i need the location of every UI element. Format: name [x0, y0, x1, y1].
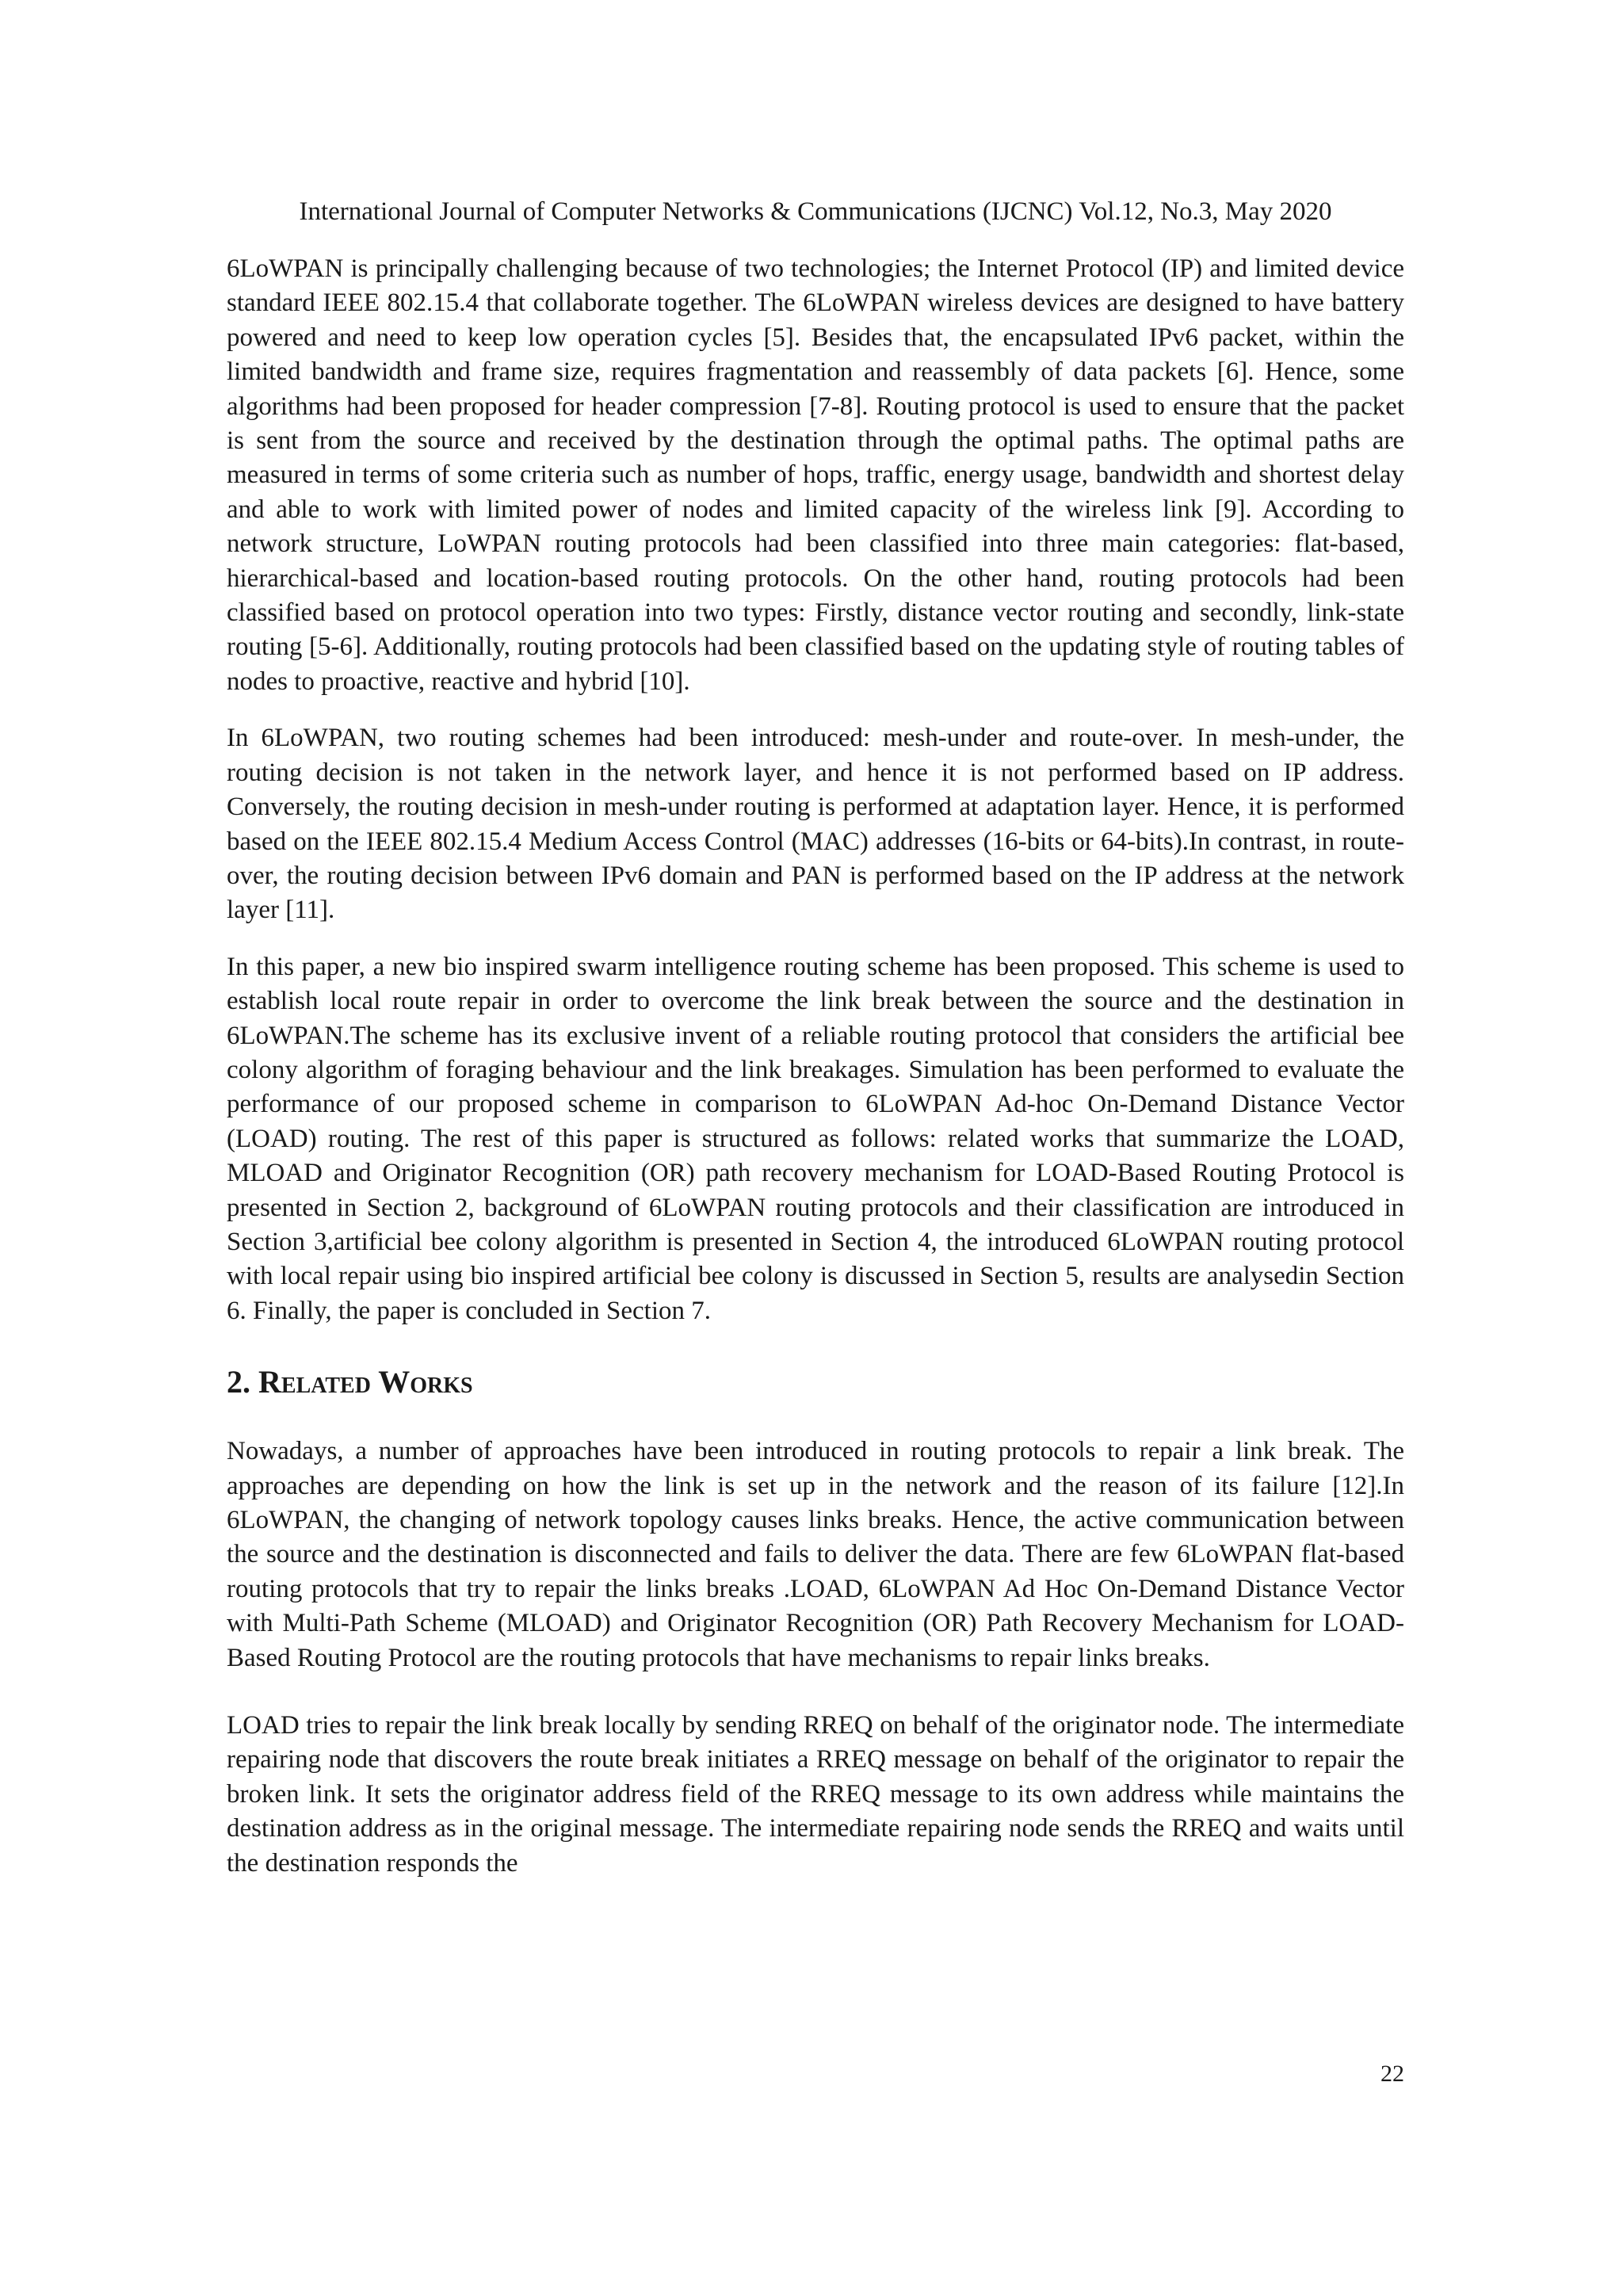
paragraph-routing-schemes: In 6LoWPAN, two routing schemes had been introduced: mesh-under and route-over. In mesh-under, the routing decision is not taken in the network layer, and hence it is not performed based on IP address. Conversely, the routing decision in mesh-under routing is performed at adaptation layer. Hence, it is performed based on the IEEE 802.15.4 Medium Access Control (MAC) addresses (16-bits or 64-bits).In contrast, in route-over, the routing decision between IPv6 domain and PAN is performed based on the IP address at the network layer [11]. — [227, 724, 1404, 925]
paragraph-paper-overview: In this paper, a new bio inspired swarm intelligence routing scheme has been proposed. This scheme is used to establish local route repair in order to overcome the link break between the source and the destination in 6LoWPAN.The scheme has its exclusive invent of a reliable routing protocol that considers the artificial bee colony algorithm of foraging behaviour and the link breakages. Simulation has been performed to evaluate the performance of our proposed scheme in comparison to 6LoWPAN Ad-hoc On-Demand Distance Vector (LOAD) routing. The rest of this paper is structured as follows: related works that summarize the LOAD, MLOAD and Originator Recognition (OR) path recovery mechanism for LOAD-Based Routing Protocol is presented in Section 2, background of 6LoWPAN routing protocols and their classification are introduced in Section 3,artificial bee colony algorithm is presented in Section 4, the introduced 6LoWPAN routing protocol with local repair using bio inspired artificial bee colony is discussed in Section 5, results are analysedin Section 6. Finally, the paper is concluded in Section 7. — [227, 952, 1404, 1325]
paragraph-link-break-approaches: Nowadays, a number of approaches have been introduced in routing protocols to repair a link break. The approaches are depending on how the link is set up in the network and the reason of its failure [12].In 6LoWPAN, the changing of network topology causes links breaks. Hence, the active communication between the source and the destination is disconnected and fails to deliver the data. There are few 6LoWPAN flat-based routing protocols that try to repair the links breaks .LOAD, 6LoWPAN Ad Hoc On-Demand Distance Vector with Multi-Path Scheme (MLOAD) and Originator Recognition (OR) Path Recovery Mechanism for LOAD-Based Routing Protocol are the routing protocols that have mechanisms to repair links breaks. — [227, 1437, 1404, 1672]
page-number: 22 — [1381, 2061, 1404, 2087]
section-heading-related-works: 2. Related Works — [227, 1364, 473, 1400]
running-header: International Journal of Computer Networks & Communications (IJCNC) Vol.12, No.3, May 2020 — [299, 197, 1332, 226]
paragraph-6lowpan-challenges: 6LoWPAN is principally challenging because of two technologies; the Internet Protocol (IP) and limited device standard IEEE 802.15.4 that collaborate together. The 6LoWPAN wireless devices are designed to have battery powered and need to keep low operation cycles [5]. Besides that, the encapsulated IPv6 packet, within the limited bandwidth and frame size, requires fragmentation and reassembly of data packets [6]. Hence, some algorithms had been proposed for header compression [7-8]. Routing protocol is used to ensure that the packet is sent from the source and received by the destination through the optimal paths. The optimal paths are measured in terms of some criteria such as number of hops, traffic, energy usage, bandwidth and shortest delay and able to work with limited power of nodes and limited capacity of the wireless link [9]. According to network structure, LoWPAN routing protocols had been classified into three main categories: flat-based, hierarchical-based and location-based routing protocols. On the other hand, routing protocols had been classified based on protocol operation into two types: Firstly, distance vector routing and secondly, link-state routing [5-6]. Additionally, routing protocols had been classified based on the updating style of routing tables of nodes to proactive, reactive and hybrid [10]. — [227, 254, 1404, 696]
paragraph-load-local-repair: LOAD tries to repair the link break locally by sending RREQ on behalf of the originator node. The intermediate repairing node that discovers the route break initiates a RREQ message on behalf of the originator to repair the broken link. It sets the originator address field of the RREQ message to its own address while maintains the destination address as in the original message. The intermediate repairing node sends the RREQ and waits until the destination responds the — [227, 1711, 1404, 1878]
article-body — [227, 252, 1404, 1881]
